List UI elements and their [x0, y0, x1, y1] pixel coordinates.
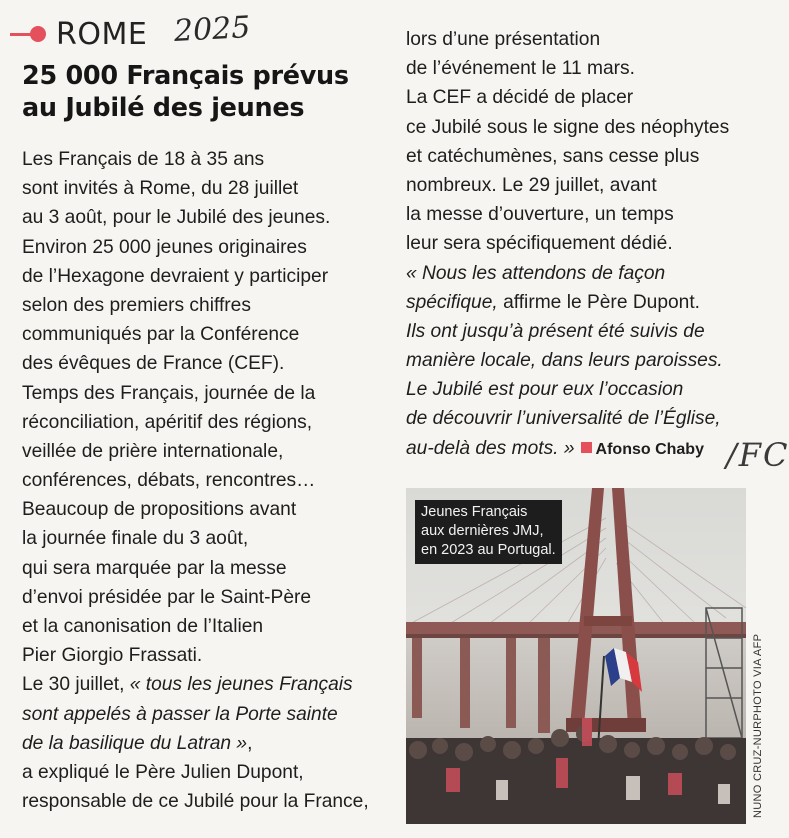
right-column	[406, 25, 746, 463]
signature-square-icon	[581, 442, 592, 453]
text-line: la journée finale du 3 août,	[22, 528, 249, 550]
text-line	[22, 670, 382, 699]
text-line: sont invités à Rome, du 28 juillet	[22, 178, 299, 200]
text-line: La CEF a décidé de placer	[406, 87, 634, 109]
text-line: et la canonisation de l’Italien	[22, 616, 264, 637]
photo-credit: NUNO CRUZ-NURPHOTO VIA AFP	[752, 633, 764, 818]
handwritten-year: 2025	[173, 10, 252, 49]
text-line: et catéchumènes, sans cesse plus	[406, 145, 700, 167]
quote-line: sont appelés à passer la Porte sainte	[22, 703, 338, 725]
quote-line: Ils ont jusqu’à présent été suivis de	[406, 320, 705, 342]
quote-line: Le Jubilé est pour eux l’occasion	[406, 379, 684, 401]
quote-segment: « tous les jeunes Français	[129, 674, 353, 696]
text-line: nombreux. Le 29 juillet, avant	[406, 174, 657, 196]
text-line: Beaucoup de propositions avant	[22, 499, 297, 521]
text-line	[406, 288, 746, 317]
text-line: Les Français de 18 à 35 ans	[22, 149, 265, 170]
text-line: Temps des Français, journée de la	[22, 382, 316, 404]
text-segment: affirme le Père Dupont.	[497, 291, 701, 313]
headline	[22, 60, 382, 124]
headline-line: au Jubilé des jeunes	[22, 93, 305, 123]
text-line: la messe d’ouverture, un temps	[406, 204, 674, 226]
text-line: au 3 août, pour le Jubilé des jeunes.	[22, 207, 331, 229]
text-line	[406, 434, 746, 463]
quote-segment: spécifique,	[406, 291, 498, 313]
text-line: de l’Hexagone devraient y participer	[22, 265, 329, 287]
quote-line: de découvrir l’universalité de l’Église,	[406, 408, 721, 430]
text-line: d’envoi présidée par le Saint-Père	[22, 586, 312, 608]
section-tag-line	[10, 33, 32, 36]
text-line: responsable de ce Jubilé pour la France,	[22, 791, 369, 813]
text-segment: Le 30 juillet,	[22, 674, 130, 696]
handwritten-initials: /FC	[726, 436, 789, 474]
headline-line: 25 000 Français prévus	[22, 61, 349, 91]
left-column	[22, 145, 382, 816]
caption-line: aux dernières JMJ,	[421, 523, 544, 539]
quote-segment: au-delà des mots. »	[406, 437, 575, 459]
section-bullet-icon	[30, 26, 46, 42]
text-line: leur sera spécifiquement dédié.	[406, 233, 673, 255]
text-line: conférences, débats, rencontres…	[22, 470, 316, 492]
text-line: veillée de prière internationale,	[22, 440, 284, 462]
photo-caption	[415, 500, 562, 564]
text-line: ce Jubilé sous le signe des néophytes	[406, 116, 730, 138]
text-line: qui sera marquée par la messe	[22, 557, 287, 579]
text-line: des évêques de France (CEF).	[22, 353, 285, 375]
section-tag	[10, 14, 147, 54]
section-label: ROME	[56, 16, 148, 52]
author-name: Afonso Chaby	[595, 440, 704, 458]
quote-line: manière locale, dans leurs paroisses.	[406, 350, 723, 372]
text-segment: ,	[247, 732, 253, 754]
text-line: lors d’une présentation	[406, 29, 601, 50]
text-line: communiqués par la Conférence	[22, 324, 300, 346]
caption-line: en 2023 au Portugal.	[421, 542, 556, 558]
quote-segment: de la basilique du Latran »	[22, 732, 248, 754]
caption-line: Jeunes Français	[421, 504, 528, 520]
text-line: a expliqué le Père Julien Dupont,	[22, 761, 304, 783]
text-line: de l’événement le 11 mars.	[406, 58, 635, 80]
quote-line: « Nous les attendons de façon	[406, 262, 666, 284]
text-line: selon des premiers chiffres	[22, 294, 251, 316]
text-line: Pier Giorgio Frassati.	[22, 645, 203, 667]
text-line	[22, 729, 382, 758]
text-line: Environ 25 000 jeunes originaires	[22, 236, 307, 258]
text-line: réconciliation, apéritif des régions,	[22, 411, 313, 433]
